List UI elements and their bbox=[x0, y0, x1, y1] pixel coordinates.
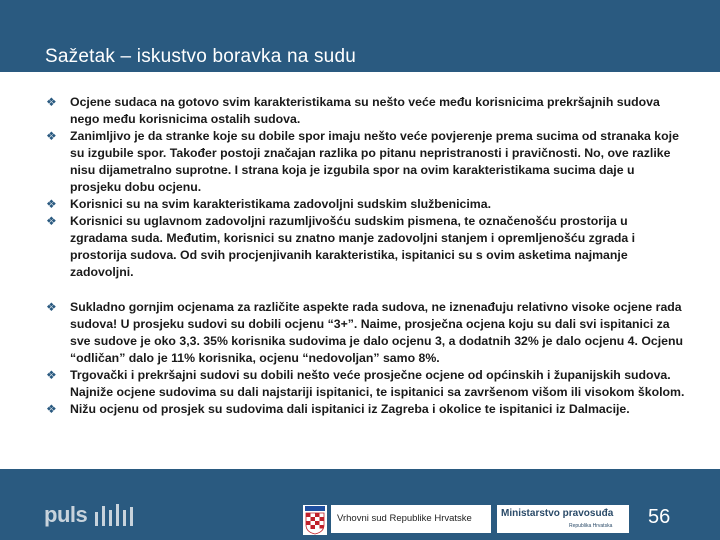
diamond-bullet-icon: ❖ bbox=[46, 402, 57, 416]
supreme-court-name: Vrhovni sud Republike Hrvatske bbox=[337, 513, 472, 524]
bullet-item bbox=[46, 367, 686, 401]
bullet-text: Korisnici su uglavnom zadovoljni razumljivošću sudskim pismena, te označenošću prostorija u zgradama suda. Međutim, korisnici su znatno manje zadovoljni stanjem i opremljenošću zgrada i prostorija sudova. Od svih procjenjivanih karakteristika, ispitanici su s ovim asketima najmanje zadovoljni. bbox=[70, 214, 636, 279]
diamond-bullet-icon: ❖ bbox=[46, 95, 57, 109]
group-spacer bbox=[46, 281, 686, 299]
ministry-logo-box bbox=[497, 505, 629, 533]
bullet-item bbox=[46, 401, 686, 418]
page-number: 56 bbox=[648, 506, 671, 528]
croatian-coat-of-arms-icon bbox=[303, 505, 327, 535]
bullet-text: Korisnici su na svim karakteristikama zadovoljni sudskim službenicima. bbox=[70, 197, 491, 211]
bullet-text: Nižu ocjenu od prosjek su sudovima dali ispitanici iz Zagreba i okolice te ispitanici iz Dalmacije. bbox=[70, 402, 630, 416]
bullet-item bbox=[46, 128, 686, 196]
bullet-item bbox=[46, 213, 686, 281]
supreme-court-label-box bbox=[331, 505, 491, 533]
bullet-item bbox=[46, 299, 686, 367]
slide-content bbox=[46, 94, 686, 418]
bullet-text: Ocjene sudaca na gotovo svim karakteristikama su nešto veće među korisnicima prekršajnih sudova nego među korisnicima ostalih sudova. bbox=[70, 95, 660, 126]
puls-logo bbox=[44, 502, 87, 528]
diamond-bullet-icon: ❖ bbox=[46, 300, 57, 314]
diamond-bullet-icon: ❖ bbox=[46, 197, 57, 211]
bullet-text: Trgovački i prekršajni sudovi su dobili nešto veće prosječne ocjene od općinskih i županijskih sudova. Najniže ocjene sudovima su dali najstariji ispitanici, te ispitanici sa završenom višom ili visokom školom. bbox=[70, 368, 685, 399]
diamond-bullet-icon: ❖ bbox=[46, 214, 57, 228]
diamond-bullet-icon: ❖ bbox=[46, 368, 57, 382]
bullet-text: Zanimljivo je da stranke koje su dobile spor imaju nešto veće povjerenje prema sucima od stranaka koje su izgubile spor. Također postoji značajan razlika po pitanu nepristranosti i pravičnosti. No, ove razlike nisu dijametralno suprotne. I strana koja je izgubila spor na ovim karakteristikama sucima daje u prosjeku dobu ocjenu. bbox=[70, 129, 679, 194]
ministry-name: Ministarstvo pravosuđa bbox=[501, 508, 614, 519]
puls-logo-bars-icon bbox=[95, 504, 137, 530]
bullet-group-1 bbox=[46, 94, 686, 281]
bullet-item bbox=[46, 196, 686, 213]
slide-title: Sažetak – iskustvo boravka na sudu bbox=[45, 46, 356, 67]
bullet-item bbox=[46, 94, 686, 128]
bullet-group-2 bbox=[46, 299, 686, 418]
ministry-subtitle: Republika Hrvatska bbox=[569, 523, 613, 529]
title-bar bbox=[0, 0, 720, 72]
bullet-text: Sukladno gornjim ocjenama za različite aspekte rada sudova, ne iznenađuju relativno visoke ocjene rada sudova! U prosjeku sudovi su dobili ocjenu “3+”. Naime, prosječna ocjena koju su dali svi ispitanici za sve sudove je oko 3,3. 35% korisnika sudovima je dalo ocjenu 3, a dodatnih 32% je dalo ocjenu 4. Ocjenu “odličan” dalo je 11% korisnika, ocjenu “nedovoljan” samo 8%. bbox=[70, 300, 683, 365]
puls-logo-text: puls bbox=[44, 502, 88, 527]
diamond-bullet-icon: ❖ bbox=[46, 129, 57, 143]
